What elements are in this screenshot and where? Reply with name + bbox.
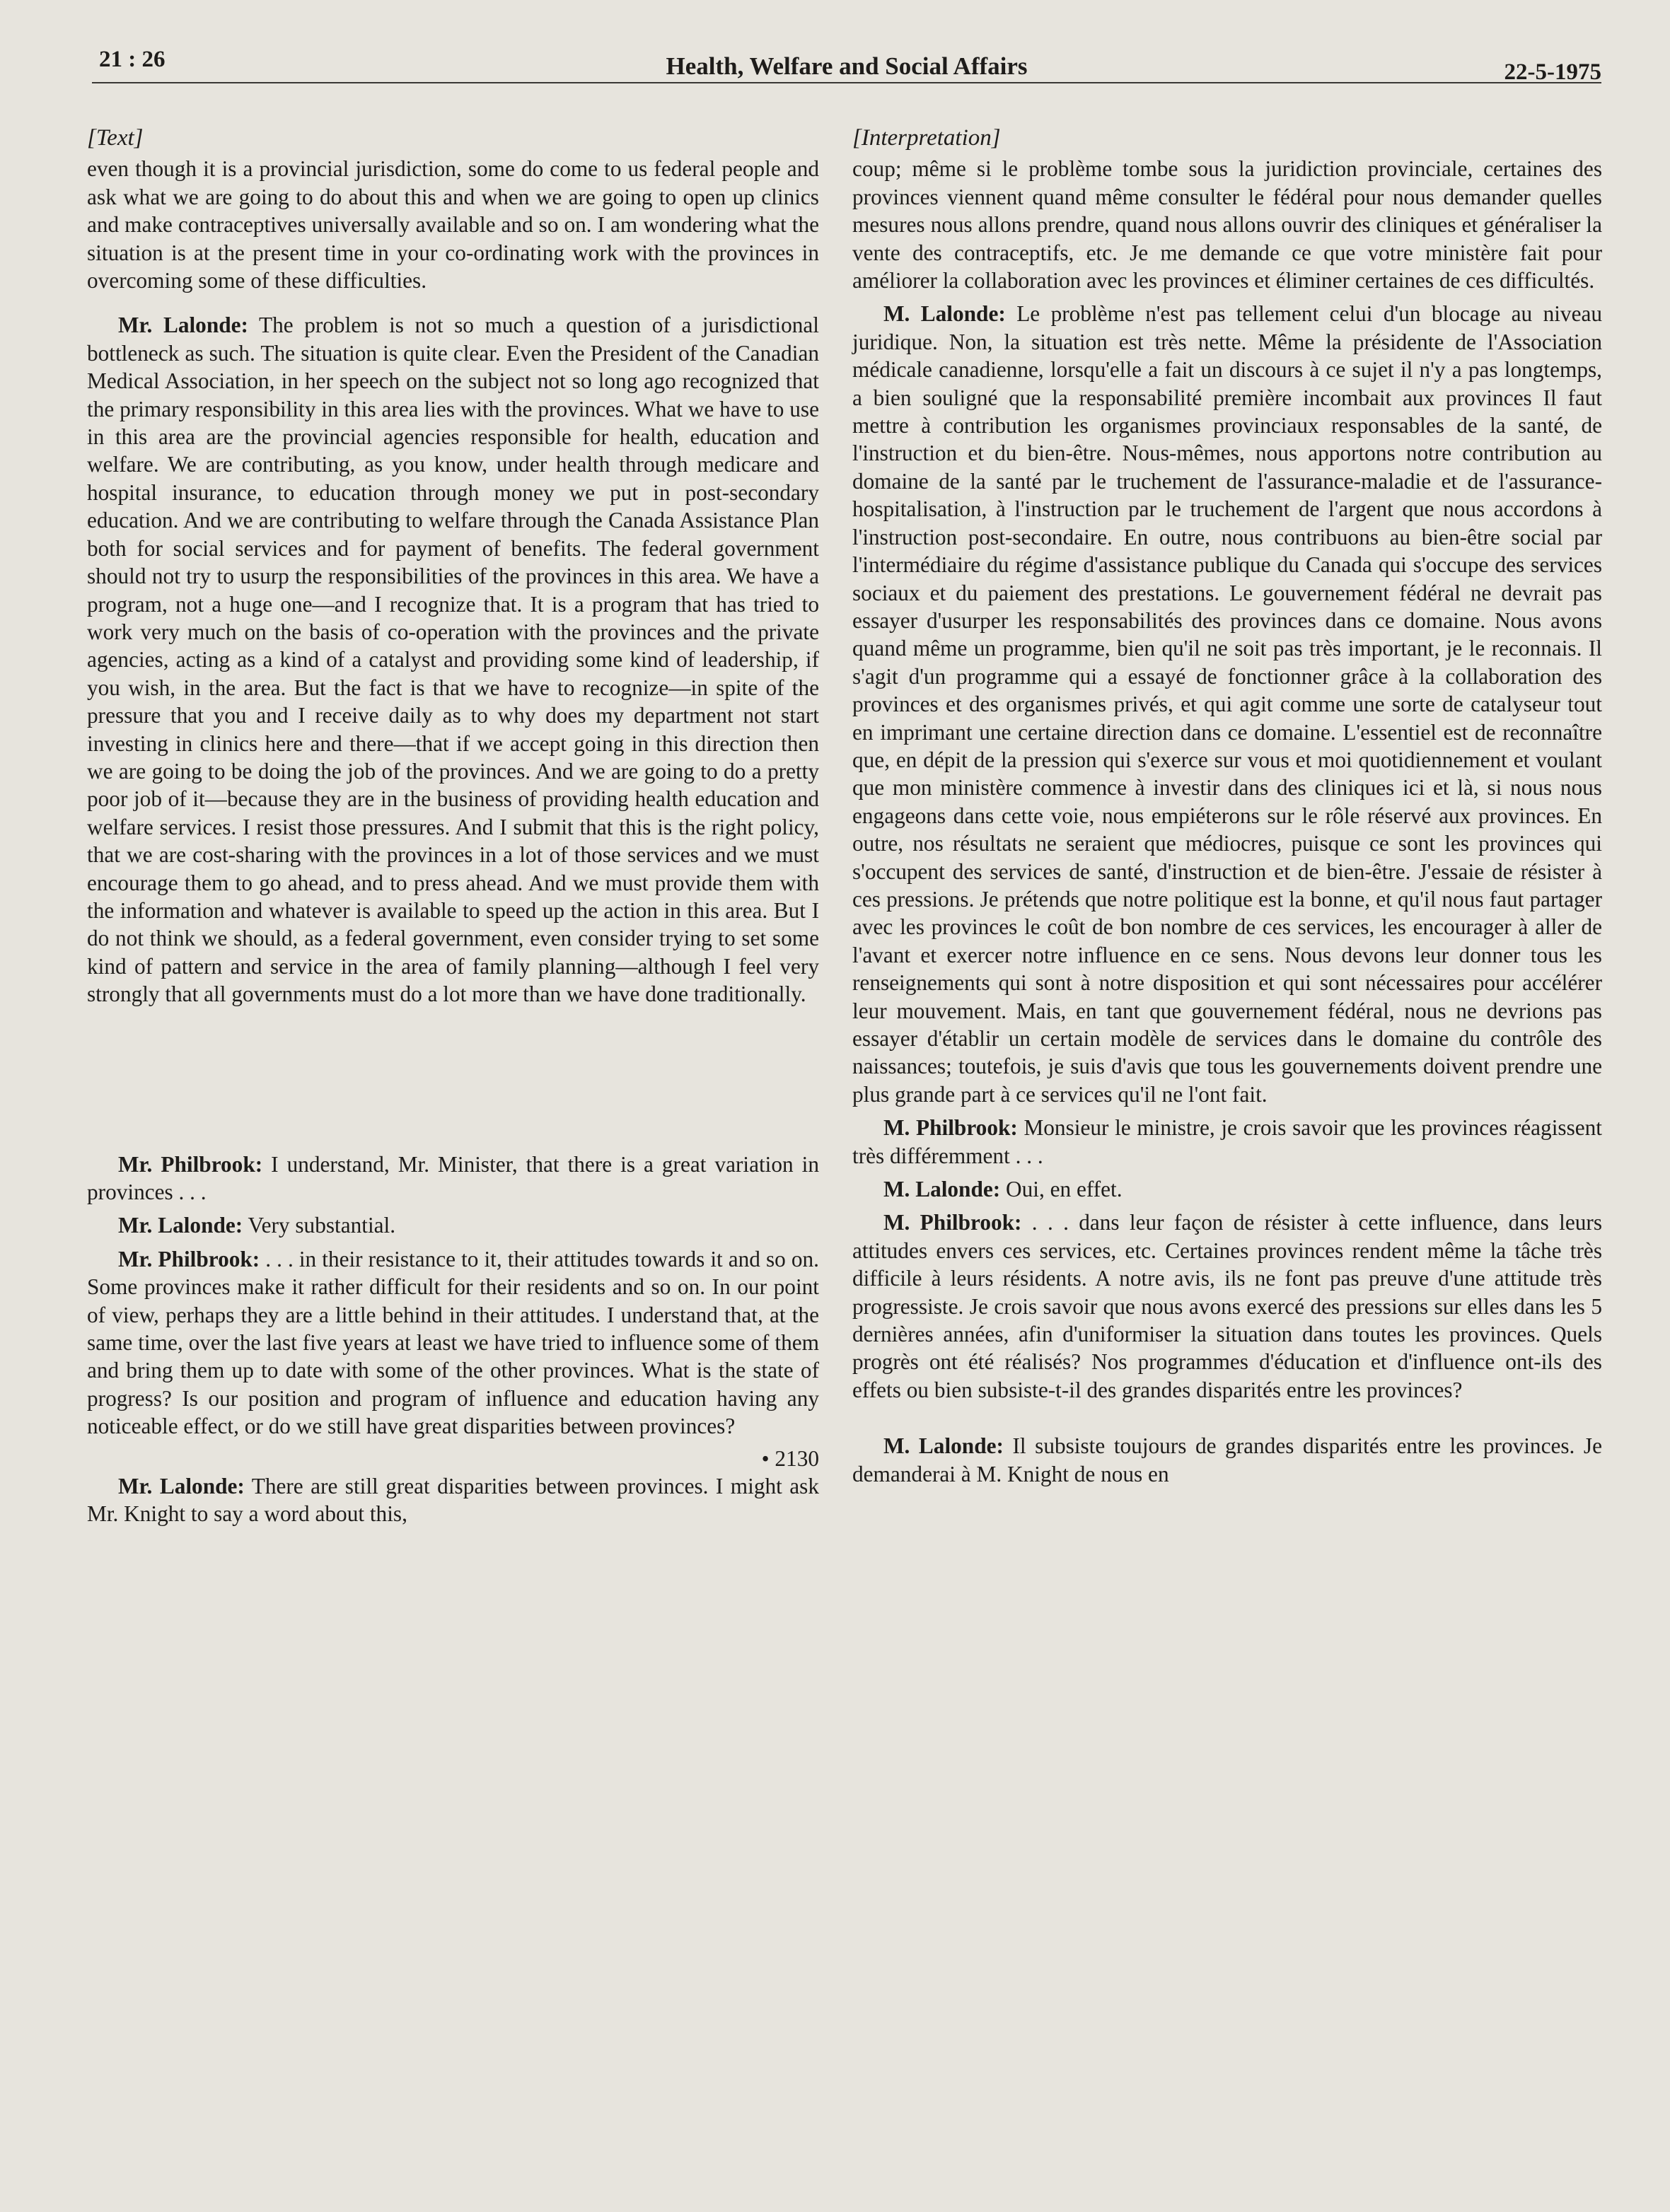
speech-text: . . . in their resistance to it, their attitudes towards it and so on. Some provinces make it rather difficult for their residents and so on. In our point of view, perhaps they are a little behind in their attitudes. I understand that, at the same time, over the last five years at least we have tried to influence some of them and bring them up to date with some of the other provinces. What is the state of progress? Is our position and program of influence and education having any noticeable effect, or do we still have great disparities between provinces?: [87, 1246, 819, 1439]
french-paragraph-3: [852, 1114, 1602, 1170]
page-date: 22-5-1975: [1504, 59, 1601, 85]
speech-text: Oui, en effet.: [1000, 1177, 1123, 1202]
page-number: 21 : 26: [99, 47, 166, 72]
time-marker: • 2130: [761, 1445, 819, 1471]
french-paragraph-6: [852, 1432, 1602, 1488]
speaker-name: Mr. Philbrook:: [118, 1246, 260, 1271]
english-column: [87, 124, 819, 1528]
speaker-name: Mr. Lalonde:: [118, 1474, 245, 1499]
speech-text: Le problème n'est pas tellement celui d'un blocage au niveau juridique. Non, la situation est très nette. Même la présidente de l'Association médicale canadienne, lorsqu'elle a fait un discours à ce sujet il n'y a pas longtemps, a bien souligné que la responsabilité première incombait aux provinces Il faut mettre à contribution les organismes provinciaux responsables de la santé, de l'instruction et du bien-être. Nous-mêmes, nous apportons notre contribution au domaine de la santé par le truchement de l'assurance-maladie et de l'assurance-hospitalisation, à l'instruction par le truchement de l'argent que nous accordons à l'instruction post-secondaire. En outre, nous contribuons au bien-être social par l'intermédiaire du régime d'assistance publique du Canada qui s'occupe des services sociaux et du paiement des prestations. Le gouvernement fédéral ne devrait pas essayer d'usurper les responsabilités des provinces dans ce domaine. Nous avons quand même un programme, bien qu'il ne soit pas très important, je le reconnais. Il s'agit d'un programme qui a essayé de fonctionner grâce à la collaboration des provinces et des organismes privés, et qui agit comme une sorte de catalyseur tout en imprimant une certaine direction dans ce domaine. L'essentiel est de reconnaître que, en dépit de la pression qui s'exerce sur vous et moi quotidiennement et voulant que mon ministère commence à investir dans des cliniques ici et là, si nous nous engageons dans cette voie, nous empiéterons sur le rôle réservé aux provinces. En outre, nos résultats ne seraient que médiocres, puisque ce sont les provinces qui s'occupent des services de santé, d'instruction et de bien-être. J'essaie de résister à ces pressions. Je prétends que notre politique est la bonne, et qu'il nous faut partager avec les provinces le coût de bon nombre de ces services, les encourager à aller de l'avant et exercer notre influence en ce sens. Nous devons leur donner tous les renseignements qui sont à notre disposition et qui sont nécessaires pour accélérer leur mouvement. Mais, en tant que gouvernement fédéral, nous ne devrions pas essayer d'établir un certain modèle de services dans le domaine du contrôle des naissances; toutefois, je suis d'avis que tous les gouvernements doivent prendre une plus grande part à ce services qu'il ne l'ont fait.: [852, 301, 1603, 1107]
speech-text: Monsieur le ministre, je crois savoir que les provinces réagissent très différemment . . .: [852, 1115, 1602, 1168]
speaker-name: M. Lalonde:: [883, 1433, 1004, 1459]
page-header: [92, 42, 1601, 83]
speaker-name: M. Lalonde:: [883, 301, 1006, 327]
english-paragraph-2: [87, 311, 819, 1008]
interpretation-label: [Interpretation]: [852, 125, 1001, 151]
speaker-name: Mr. Philbrook:: [118, 1151, 263, 1177]
page-title: Health, Welfare and Social Affairs: [666, 52, 1028, 80]
speech-text: There are still great disparities between provinces. I might ask Mr. Knight to say a word about this,: [87, 1474, 820, 1527]
speaker-name: M. Philbrook:: [883, 1210, 1022, 1235]
text-label: [Text]: [87, 125, 144, 151]
french-paragraph-5: [852, 1209, 1602, 1404]
english-paragraph-6: [87, 1472, 819, 1528]
speech-text: Il subsiste toujours de grandes disparités entre les provinces. Je demanderai à M. Knight de nous en: [852, 1433, 1602, 1486]
speaker-name: Mr. Lalonde:: [118, 1213, 243, 1238]
french-paragraph-4: [852, 1175, 1602, 1203]
speaker-name: Mr. Lalonde:: [118, 313, 248, 338]
speech-text: Very substantial.: [243, 1213, 396, 1238]
english-paragraph-1: even though it is a provincial jurisdiction, some do come to us federal people and ask what we are going to do about this and when we are going to open up clinics and make contraceptives universally available and so on. I am wondering what the situation is at the present time in your co-ordinating work with the provinces in overcoming some of these difficulties.: [87, 156, 819, 293]
french-paragraph-1: coup; même si le problème tombe sous la juridiction provinciale, certaines des provinces viennent quand même consulter le fédéral pour nous demander quelles mesures nous allons prendre, quand nous allons ouvrir des cliniques et généraliser la vente des contraceptifs, etc. Je me demande ce que votre ministère fait pour améliorer la collaboration avec les provinces et éliminer certaines de ces difficultés.: [852, 156, 1602, 293]
speech-text: . . . dans leur façon de résister à cette influence, dans leurs attitudes envers ces services, etc. Certaines provinces rendent même la tâche très difficile à leurs résidents. A notre avis, ils ne font pas preuve d'une attitude très progressiste. Je crois savoir que nous avons exercé des pressions sur elles dans les 5 dernières années, afin d'uniformiser la situation dans toutes les provinces. Quels progrès ont été réalisés? Nos programmes d'éducation et d'influence ont-ils des effets ou bien subsiste-t-il des grandes disparités entre les provinces?: [852, 1210, 1602, 1402]
speech-text: I understand, Mr. Minister, that there is a great variation in provinces . . .: [87, 1151, 819, 1204]
french-paragraph-2: [852, 300, 1602, 1108]
english-paragraph-4: [87, 1211, 819, 1239]
english-paragraph-5: [87, 1245, 819, 1440]
english-paragraph-3: [87, 1151, 819, 1206]
speaker-name: M. Lalonde:: [883, 1177, 1001, 1202]
speech-text: The problem is not so much a question of a jurisdictional bottleneck as such. The situation is quite clear. Even the President of the Canadian Medical Association, in her speech on the subject not so long ago recognized that the primary responsibility in this area lies with the provinces. What we have to use in this area are the provincial agencies responsible for health, education and welfare. We are contributing, as you know, under health through medicare and hospital insurance, to education through money we put in post-secondary education. And we are contributing to welfare through the Canada Assistance Plan both for social services and for payment of benefits. The federal government should not try to usurp the responsibilities of the provinces in this area. We have a program, not a huge one—and I recognize that. It is a program that has tried to work very much on the basis of co-operation with the provinces and the private agencies, acting as a kind of a catalyst and providing some kind of leadership, if you wish, in the area. But the fact is that we have to recognize—in spite of the pressure that you and I receive daily as to why does my department not start investing in clinics here and there—that if we accept going in this direction then we are going to be doing the job of the provinces. And we are going to do a pretty poor job of it—because they are in the business of providing health education and welfare services. I resist those pressures. And I submit that this is the right policy, that we are cost-sharing with the provinces in a lot of those services and we must encourage them to go ahead, and to press ahead. And we must provide them with the information and whatever is available to speed up the action in this area. But I do not think we should, as a federal government, even consider trying to set some kind of pattern and service in the area of family planning—although I feel very strongly that all governments must do a lot more than we have done traditionally.: [87, 313, 819, 1007]
speaker-name: M. Philbrook:: [883, 1115, 1018, 1141]
french-column: [852, 124, 1602, 1488]
